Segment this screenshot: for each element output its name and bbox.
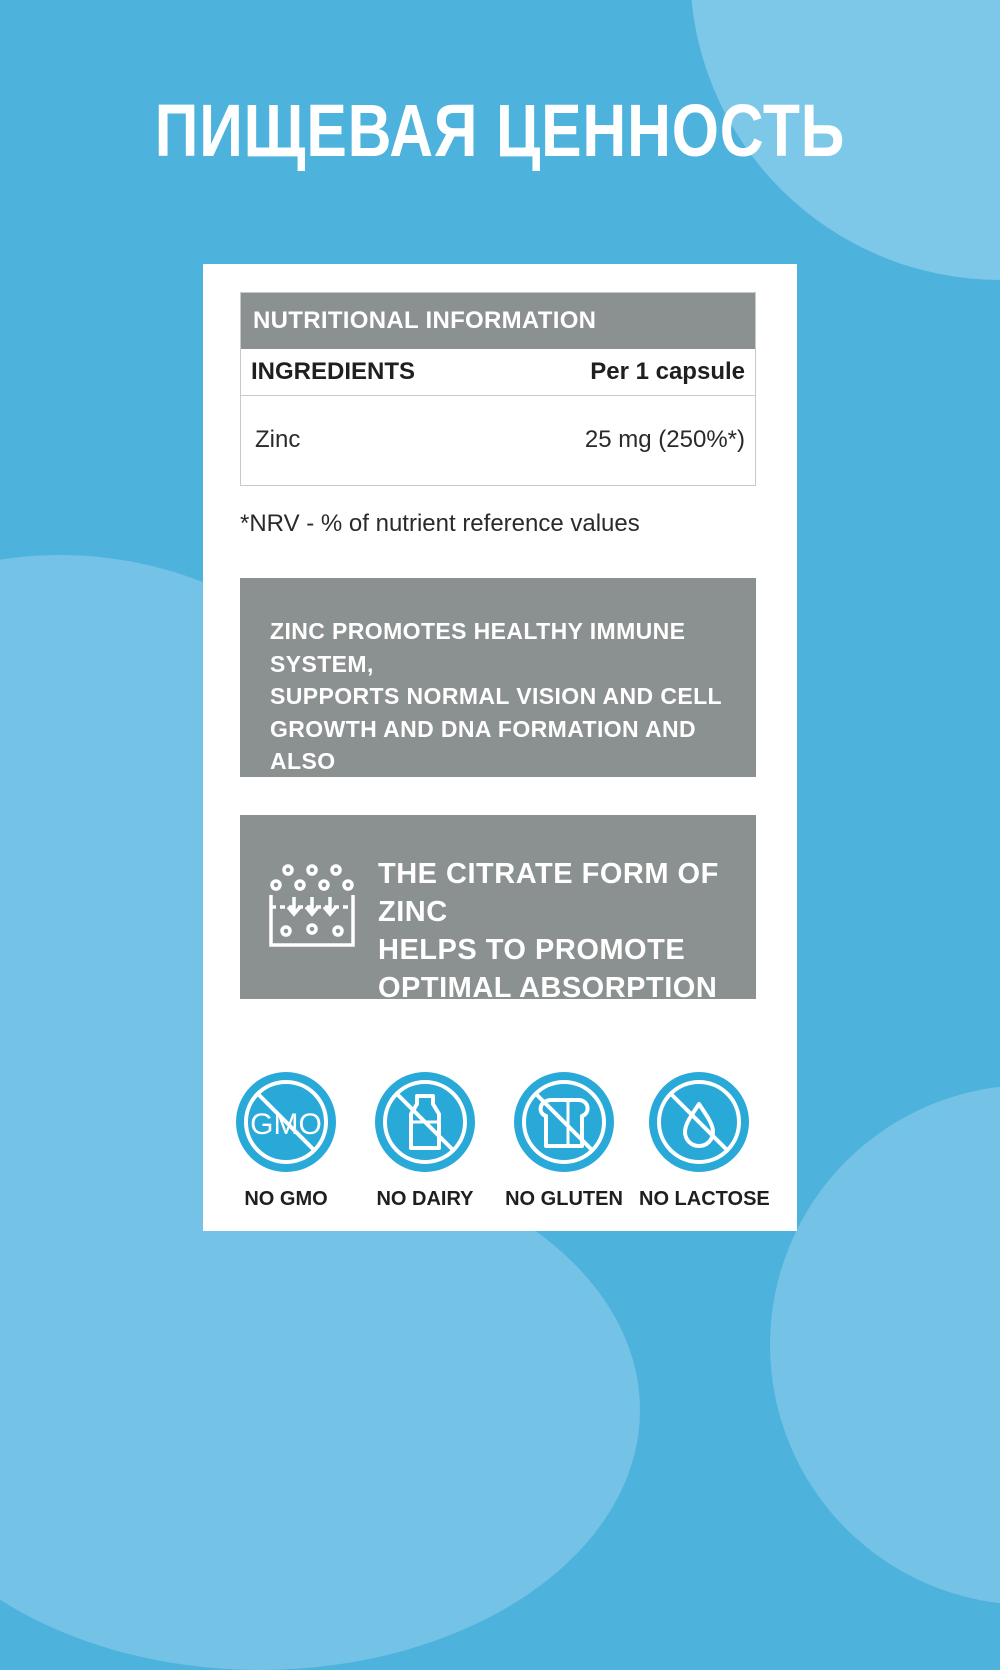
claim-line: GROWTH AND DNA FORMATION AND ALSO: [270, 715, 696, 774]
col-per-capsule: Per 1 capsule: [590, 358, 745, 385]
badge-label: NO LACTOSE: [639, 1188, 770, 1210]
absorption-panel: [240, 815, 756, 1004]
claim-line: EXERTS ANTIOXIDANT ACTIVITY: [270, 780, 646, 807]
absorption-icon: [268, 861, 356, 949]
col-ingredients: INGREDIENTS: [251, 358, 416, 385]
absorption-text: [378, 855, 738, 1007]
badge-label: NO DAIRY: [376, 1188, 474, 1210]
absorption-line: THE CITRATE FORM OF ZINC: [378, 858, 719, 928]
absorption-line: OPTIMAL ABSORPTION: [378, 972, 718, 1004]
ingredient-name: Zinc: [255, 426, 301, 453]
badge-label: NO GMO: [244, 1188, 328, 1210]
milk-bottle-icon: [373, 1070, 477, 1174]
claim-line: SUPPORTS NORMAL VISION AND CELL: [270, 683, 722, 709]
drop-icon: [647, 1070, 751, 1174]
page-title: ПИЩЕВАЯ ЦЕННОСТЬ: [154, 89, 846, 172]
table-row: [241, 396, 755, 484]
claim-line: ZINC PROMOTES HEALTHY IMMUNE SYSTEM,: [270, 618, 686, 677]
bread-icon: [512, 1070, 616, 1174]
nutrition-table: [240, 292, 756, 486]
badge-row: [233, 1070, 773, 1210]
gmo-icon: [234, 1070, 338, 1174]
info-card: [203, 264, 797, 1231]
badge-no-gluten: [504, 1070, 624, 1211]
bg-circle-bottom-right: [770, 1085, 1000, 1605]
ingredient-amount: 25 mg (250%*): [584, 426, 745, 453]
badge-no-dairy: [365, 1070, 485, 1211]
nrv-footnote: *NRV - % of nutrient reference values: [240, 510, 640, 537]
gmo-icon-text: GMO: [250, 1108, 322, 1141]
nutrition-table-header: [241, 349, 755, 396]
absorption-line: HELPS TO PROMOTE: [378, 934, 686, 966]
benefit-claim: [240, 578, 756, 807]
badge-no-gmo: [226, 1070, 346, 1211]
badge-label: NO GLUTEN: [505, 1188, 623, 1210]
nutrition-table-title: NUTRITIONAL INFORMATION: [241, 293, 755, 349]
badge-no-lactose: [639, 1070, 770, 1211]
